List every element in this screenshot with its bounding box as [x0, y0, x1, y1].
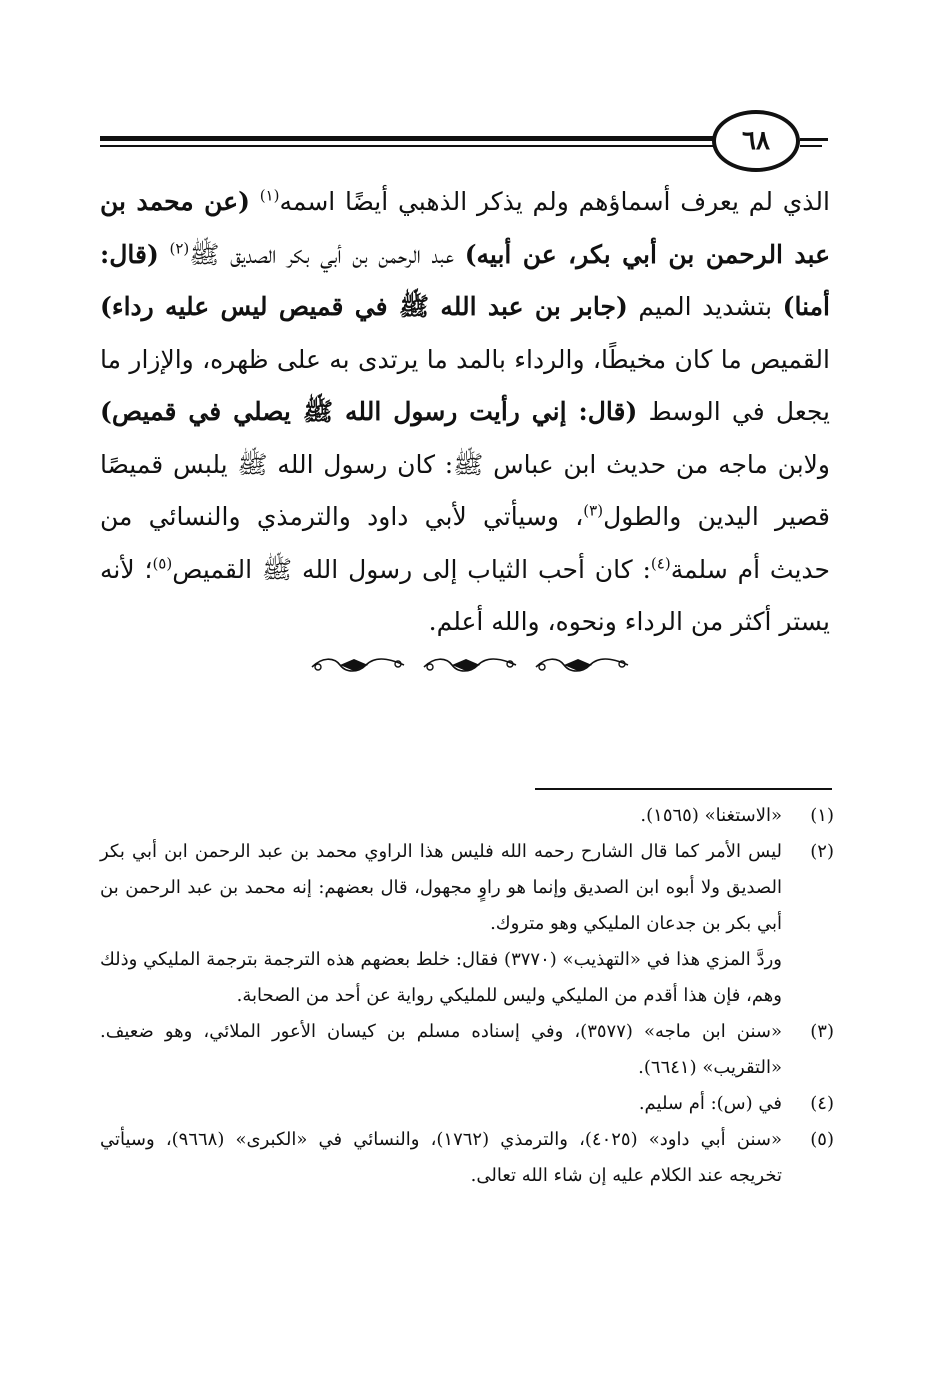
footnote-number: (٣)	[810, 1021, 834, 1042]
main-text-segment: بتشديد الميم	[638, 292, 773, 321]
footnote-paragraph: وردَّ المزي هذا في «التهذيب» (٣٧٧٠) فقال: خلط بعضهم هذه الترجمة بترجمة المليكي وذلك وهم، فإن هذا أقدم من المليكي وليس للمليكي رواية عن أحد من الصحابة.	[100, 949, 782, 1006]
header-rule-thick	[100, 136, 720, 141]
main-text-bold: (جابر بن عبد الله ﷺ في قميص ليس عليه رداء)	[100, 292, 628, 321]
footnote-item	[100, 834, 834, 1014]
footnote-ref: (٥)	[152, 554, 173, 573]
footnote-separator	[535, 788, 832, 790]
footnote-text: «سنن ابن ماجه» (٣٥٧٧)، وفي إسناده مسلم بن كيسان الأعور الملائي، وهو ضعيف. «التقريب» (٦٦٤١).	[100, 1021, 783, 1078]
footnote-text: في (س): أم سليم.	[638, 1093, 782, 1114]
ornament-flourish-icon	[422, 653, 518, 677]
main-text-bold: (قال: إني رأيت رسول الله ﷺ يصلي في قميص)	[100, 397, 638, 426]
main-text-segment: ، وسيأتي لأبي داود والترمذي والنسائي من حديث أم سلمة	[100, 502, 831, 584]
footnote-item	[100, 1086, 834, 1122]
footnote-number: (٤)	[810, 1093, 834, 1114]
main-text-segment: عبد الرحمن بن أبي بكر الصديق ﷺ	[189, 239, 455, 269]
footnote-number: (١)	[810, 805, 834, 826]
main-text-segment: ولابن ماجه من حديث ابن عباس ﷺ: كان رسول الله ﷺ يلبس قميصًا قصير اليدين والطول	[100, 449, 830, 531]
main-text-bold: (قال: أمنا)	[100, 239, 830, 321]
footnote-text	[100, 834, 782, 1014]
main-text	[100, 176, 830, 649]
footnote-number: (٥)	[810, 1129, 834, 1150]
footnote-ref: (٤)	[650, 554, 671, 573]
footnotes	[100, 798, 834, 1194]
main-text-segment: : كان أحب الثياب إلى رسول الله ﷺ القميص	[172, 554, 651, 584]
page-header	[100, 110, 828, 180]
main-text-segment: القميص ما كان مخيطًا، والرداء بالمد ما يرتدى به على ظهره، والإزار ما يجعل في الوسط	[100, 344, 830, 426]
ornament-flourish-icon	[310, 653, 406, 677]
main-text-segment: الذي لم يعرف أسماؤهم ولم يذكر الذهبي أيضًا اسمه	[279, 187, 830, 216]
footnote-item	[100, 1014, 834, 1086]
header-rule-thin	[100, 145, 720, 147]
main-text-bold: (عن محمد بن عبد الرحمن بن أبي بكر، عن أبيه)	[100, 187, 830, 269]
footnote-ref: (٢)	[169, 239, 190, 258]
footnote-ref: (٣)	[583, 501, 604, 520]
header-rule-right	[800, 138, 828, 141]
footnote-paragraph: ليس الأمر كما قال الشارح رحمه الله فليس هذا الراوي محمد بن عبد الرحمن ابن أبي بكر الصديق ولا أبوه ابن الصديق وإنما هو راوٍ مجهول، قال بعضهم: إنه محمد بن عبد الرحمن بن أبي بكر بن جدعان المليكي وهو متروك.	[100, 841, 782, 934]
footnote-item	[100, 798, 834, 834]
header-rule-right-thin	[800, 145, 822, 147]
page-number: ٦٨	[712, 110, 800, 172]
footnote-text: «الاستغنا» (١٥٦٥).	[640, 805, 782, 826]
footnote-ref: (١)	[259, 186, 280, 205]
footnote-number: (٢)	[810, 841, 834, 862]
section-ornament	[310, 652, 630, 678]
footnote-text: «سنن أبي داود» (٤٠٢٥)، والترمذي (١٧٦٢)، والنسائي في «الكبرى» (٩٦٦٨)، وسيأتي تخريجه عند الكلام عليه إن شاء الله تعالى.	[100, 1129, 782, 1186]
main-text-segment: ؛ لأنه يستر أكثر من الرداء ونحوه، والله أعلم.	[100, 554, 830, 636]
footnote-item	[100, 1122, 834, 1194]
ornament-flourish-icon	[534, 653, 630, 677]
